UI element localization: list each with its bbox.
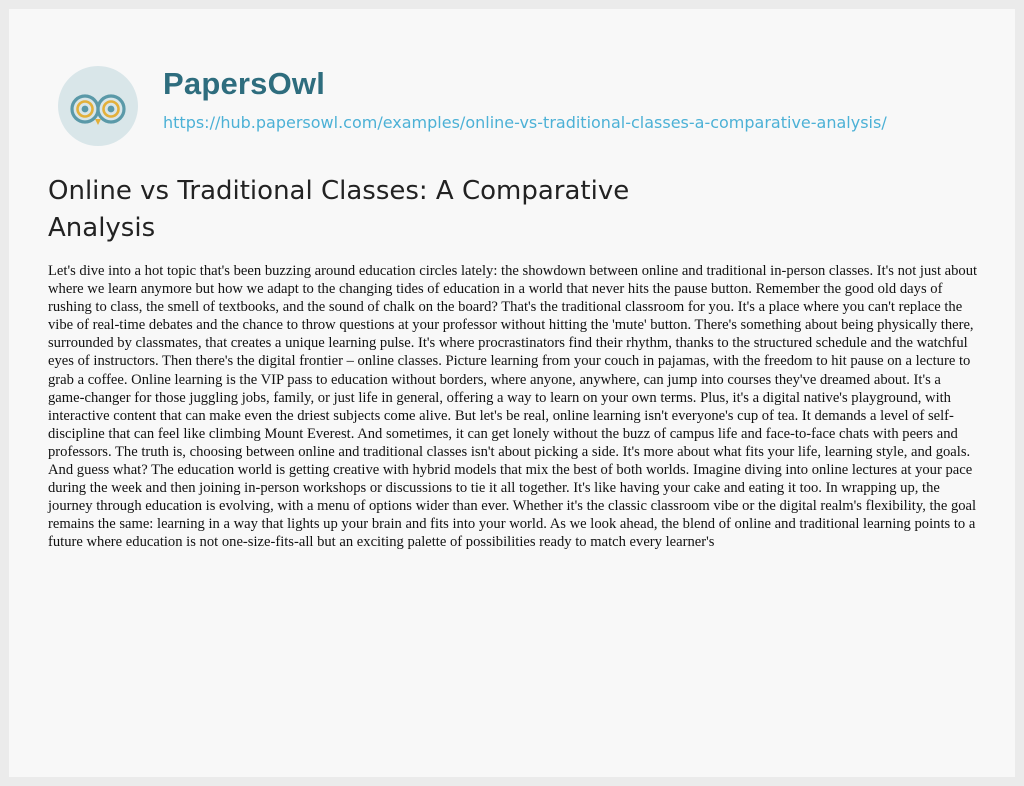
brand-name: PapersOwl bbox=[163, 66, 326, 101]
article-title: Online vs Traditional Classes: A Comparative Analysis bbox=[48, 176, 630, 243]
owl-eyes-logo-icon bbox=[56, 64, 140, 148]
source-url-link[interactable]: https://hub.papersowl.com/examples/online-vs-traditional-classes-a-comparative-analysis/ bbox=[163, 113, 887, 132]
document-page bbox=[9, 9, 1015, 777]
article-body: Let's dive into a hot topic that's been buzzing around education circles lately: the showdown between online and traditional in-person classes. It's not just about where we learn anymore but how we adapt to the changing tides of education in a world that never hits the pause button. Remember the good old days of rushing to class, the smell of textbooks, and the sound of chalk on the board? That's the traditional classroom for you. It's a place where you can't replace the vibe of real-time debates and the chance to throw questions at your professor without hitting the 'mute' button. There's something about being physically there, surrounded by classmates, that creates a unique learning pulse. It's where procrastinators find their rhythm, thanks to the structured schedule and the watchful eyes of instructors. Then there's the digital frontier – online classes. Picture learning from your couch in pajamas, with the freedom to hit pause on a lecture to grab a coffee. Online learning is the VIP pass to education without borders, where anyone, anywhere, can jump into courses they've dreamed about. It's a game-changer for those juggling jobs, family, or just life in general, offering a way to learn on your own terms. Plus, it's a digital native's playground, with interactive content that can make even the driest subjects come alive. But let's be real, online learning isn't everyone's cup of tea. It demands a level of self-discipline that can feel like climbing Mount Everest. And sometimes, it can get lonely without the buzz of campus life and face-to-face chats with peers and professors. The truth is, choosing between online and traditional classes isn't about picking a side. It's more about what fits your life, learning style, and goals. And guess what? The education world is getting creative with hybrid models that mix the best of both worlds. Imagine diving into online lectures at your pace during the week and then joining in-person workshops or discussions to tie it all together. It's like having your cake and eating it too. In wrapping up, the journey through education is evolving, with a menu of options wider than ever. Whether it's the classic classroom vibe or the digital realm's flexibility, the goal remains the same: learning in a way that lights up your brain and fits into your world. As we look ahead, the blend of online and traditional learning points to a future where education is not one-size-fits-all but an exciting palette of possibilities ready to match every learner's bbox=[48, 263, 978, 551]
